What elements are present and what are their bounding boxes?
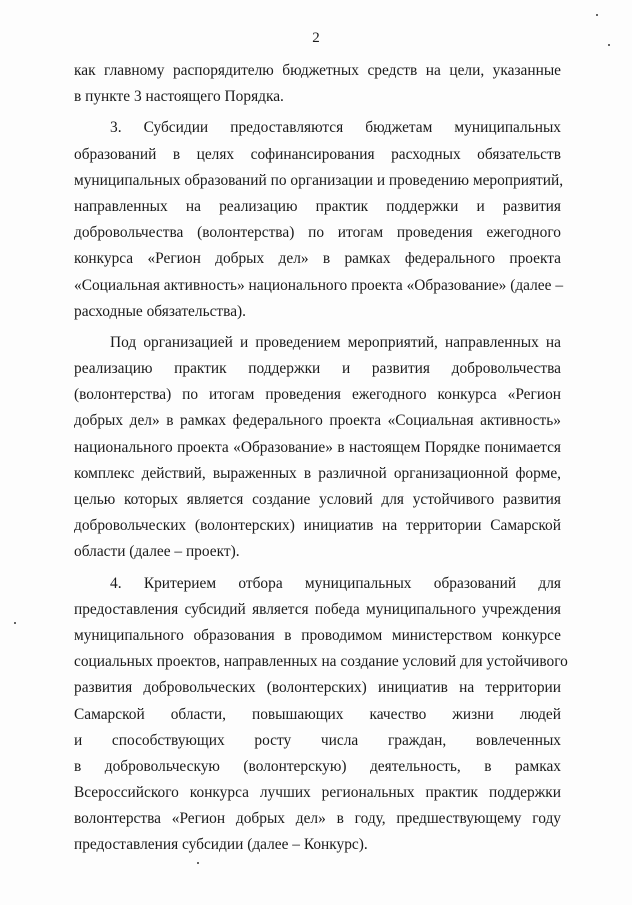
text-line: муниципальных образований по организации и проведению мероприятий, [74,171,564,189]
scan-speck [14,622,16,624]
text-line: волонтерства «Регион добрых дел» в году, предшествующему году [74,810,561,828]
text-line: комплекс действий, выраженных в различной организационной форме, [74,464,561,482]
text-line: Под организацией и проведением мероприятий, направленных на [110,333,561,351]
text-line: образований в целях софинансирования расходных обязательств [74,145,561,163]
text-line: в пункте 3 настоящего Порядка. [74,88,284,106]
text-line: муниципального образования в проводимом министерством конкурсе [74,626,561,644]
text-line: «Социальная активность» национального проекта «Образование» (далее – [74,276,564,294]
text-line: 4. Критерием отбора муниципальных образований для [110,574,561,592]
text-line: целью которых является создание условий для устойчивого развития [74,491,561,508]
text-line: добровольческих (волонтерских) инициатив на территории Самарской [74,517,561,535]
document-body [74,58,568,859]
text-line: национального проекта «Образование» в настоящем Порядке понимается [74,438,561,456]
scan-speck [197,862,199,864]
text-line: предоставления субсидий является победа муниципального учреждения [74,600,561,618]
text-line: (волонтерства) по итогам проведения ежегодного конкурса «Регион [74,386,561,404]
scan-speck [608,44,610,46]
text-line: предоставления субсидии (далее – Конкурс). [74,836,368,854]
text-line: в добровольческую (волонтерскую) деятельность, в рамках [74,757,561,775]
text-line: добровольчества (волонтерства) по итогам проведения ежегодного [74,224,561,242]
text-line: конкурса «Регион добрых дел» в рамках федерального проекта [74,250,561,268]
text-line: социальных проектов, направленных на создание условий для устойчивого [74,653,568,671]
page-number: 2 [312,30,320,46]
text-line: области (далее – проект). [74,543,240,561]
text-line: Всероссийского конкурса лучших региональных практик поддержки [74,784,561,802]
paragraph-1 [74,58,561,110]
text-line: Самарской области, повышающих качество жизни людей [74,705,561,723]
scan-speck [596,14,598,16]
paragraph-3 [74,330,561,566]
text-line: и способствующих росту числа граждан, вовлеченных [74,731,561,749]
text-line: как главному распорядителю бюджетных средств на цели, указанные [74,62,561,79]
paragraph-4 [74,571,568,859]
text-line: реализацию практик поддержки и развития добровольчества [74,360,561,378]
paragraph-2 [74,115,564,325]
text-line: направленных на реализацию практик поддержки и развития [74,197,561,215]
text-line: 3. Субсидии предоставляются бюджетам муниципальных [110,119,561,137]
text-line: добрых дел» в рамках федерального проекта «Социальная активность» [74,412,561,430]
text-line: развития добровольческих (волонтерских) инициатив на территории [74,679,561,697]
text-line: расходные обязательства). [74,302,247,320]
